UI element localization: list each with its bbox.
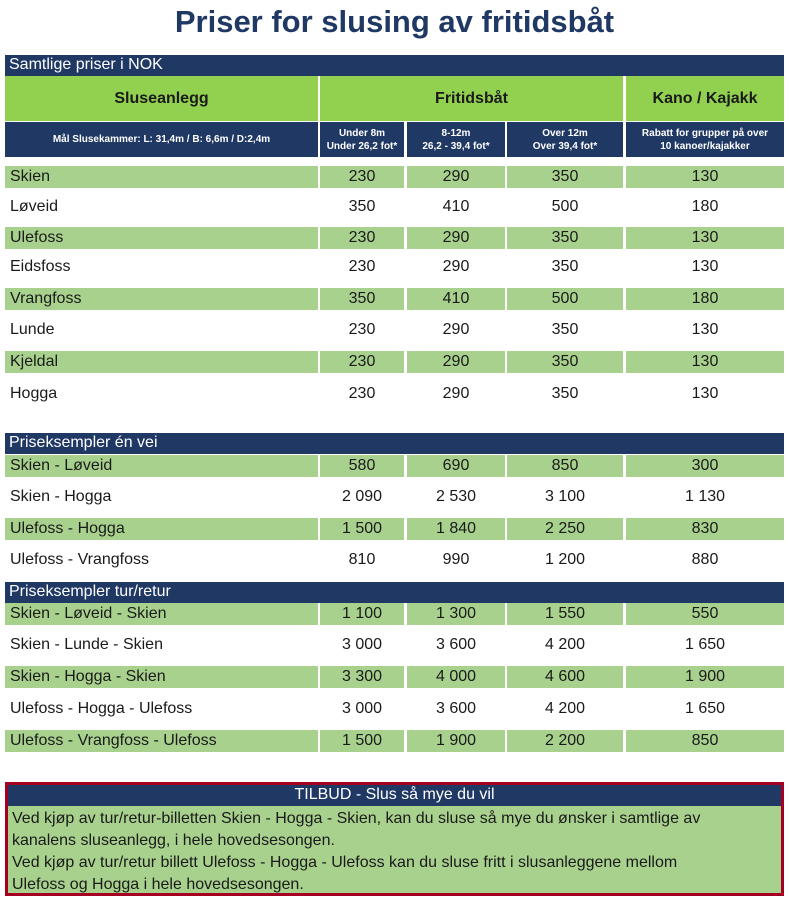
row-label: Hogga (10, 385, 58, 402)
offer-box (5, 782, 784, 896)
row-label: Ulefoss - Hogga - Ulefoss (10, 700, 193, 717)
price-cell: 1 500 (320, 730, 404, 752)
price-cell: 410 (442, 198, 470, 215)
price-cell: 130 (691, 321, 719, 338)
price-cell: 4 000 (407, 666, 505, 688)
price-cell: 3 600 (435, 700, 477, 717)
price-cell: 1 550 (507, 603, 623, 625)
price-cell: 1 900 (626, 666, 784, 688)
price-cell: 130 (691, 258, 719, 275)
price-cell: 1 130 (684, 488, 726, 505)
price-cell: 3 100 (544, 488, 586, 505)
row-label: Løveid (10, 198, 59, 215)
price-cell: 500 (507, 288, 623, 310)
price-cell: 1 300 (407, 603, 505, 625)
price-cell: 350 (507, 166, 623, 188)
section-header-roundtrip: Priseksempler tur/retur (5, 582, 784, 603)
price-cell: 290 (442, 321, 470, 338)
header-size-under-8m (320, 122, 404, 157)
price-cell: 300 (626, 455, 784, 477)
price-cell: 830 (626, 518, 784, 540)
header-size-line1: 8-12m (441, 127, 471, 139)
price-cell: 580 (320, 455, 404, 477)
price-cell: 180 (691, 198, 719, 215)
header-size-line2: 26,2 - 39,4 fot* (422, 140, 490, 152)
price-cell: 4 200 (544, 700, 586, 717)
price-cell: 1 840 (407, 518, 505, 540)
price-cell: 350 (320, 288, 404, 310)
price-cell: 180 (626, 288, 784, 310)
price-cell: 500 (551, 198, 579, 215)
price-cell: 290 (407, 351, 505, 373)
price-cell: 130 (626, 166, 784, 188)
row-label: Skien - Hogga - Skien (5, 666, 318, 688)
price-cell: 810 (348, 551, 376, 568)
row-label: Kjeldal (5, 351, 318, 373)
row-label: Eidsfoss (10, 258, 71, 275)
price-cell: 350 (507, 227, 623, 249)
offer-heading: TILBUD - Slus så mye du vil (8, 785, 781, 806)
row-label: Ulefoss - Vrangfoss - Ulefoss (5, 730, 318, 752)
offer-line: kanalens sluseanlegg, i hele hovedsesongen. (12, 832, 335, 849)
price-cell: 2 530 (435, 488, 477, 505)
price-cell: 350 (551, 385, 579, 402)
row-label: Skien - Lunde - Skien (10, 636, 163, 653)
offer-line: Ved kjøp av tur/retur billett Ulefoss - Hogga - Ulefoss kan du sluse fritt i slusanleggene mellom (12, 854, 678, 871)
price-cell: 550 (626, 603, 784, 625)
price-cell: 350 (507, 351, 623, 373)
section-header-oneway: Priseksempler én vei (5, 433, 784, 454)
price-cell: 690 (407, 455, 505, 477)
price-cell: 4 200 (544, 636, 586, 653)
price-cell: 350 (551, 258, 579, 275)
price-cell: 1 500 (320, 518, 404, 540)
row-label: Skien (5, 166, 318, 188)
price-cell: 290 (407, 166, 505, 188)
price-cell: 2 090 (341, 488, 383, 505)
price-cell: 230 (320, 166, 404, 188)
header-size-line2: Under 26,2 fot* (326, 140, 398, 152)
price-cell: 990 (442, 551, 470, 568)
header-chamber-dimensions (5, 122, 318, 157)
price-cell: 230 (320, 351, 404, 373)
price-cell: 3 300 (320, 666, 404, 688)
row-label: Skien - Hogga (10, 488, 112, 505)
price-cell: 1 200 (544, 551, 586, 568)
header-size-line1: Over 12m (542, 127, 588, 139)
row-label: Ulefoss (5, 227, 318, 249)
price-cell: 230 (320, 227, 404, 249)
price-cell: 4 600 (507, 666, 623, 688)
offer-text (8, 806, 781, 896)
price-cell: 1 650 (684, 700, 726, 717)
header-size-line2: Over 39,4 fot* (532, 140, 598, 152)
header-chamber-dimensions-text: Mål Slusekammer: L: 31,4m / B: 6,6m / D:2,4m (52, 134, 271, 145)
row-label: Skien - Løveid (5, 455, 318, 477)
offer-line: Ved kjøp av tur/retur-billetten Skien - Hogga - Skien, kan du sluse så mye du ønsker i samtlige av (12, 810, 701, 827)
price-cell: 130 (691, 385, 719, 402)
price-cell: 130 (626, 351, 784, 373)
offer-line: Ulefoss og Hogga i hele hovedsesongen. (12, 876, 304, 893)
price-cell: 3 000 (341, 700, 383, 717)
header-size-over-12m (507, 122, 623, 157)
row-label: Skien - Løveid - Skien (5, 603, 318, 625)
page-title: Priser for slusing av fritidsbåt (174, 4, 615, 39)
price-cell: 350 (348, 198, 376, 215)
price-cell: 230 (348, 385, 376, 402)
price-cell: 350 (551, 321, 579, 338)
price-cell: 230 (348, 321, 376, 338)
price-cell: 230 (348, 258, 376, 275)
price-cell: 850 (626, 730, 784, 752)
header-size-8-12m (407, 122, 505, 157)
price-cell: 1 650 (684, 636, 726, 653)
price-cell: 880 (691, 551, 719, 568)
header-discount-line1: Rabatt for grupper på over (641, 127, 769, 139)
row-label: Ulefoss - Hogga (5, 518, 318, 540)
price-cell: 1 900 (407, 730, 505, 752)
price-cell: 850 (507, 455, 623, 477)
row-label: Ulefoss - Vrangfoss (10, 551, 150, 568)
price-cell: 2 250 (507, 518, 623, 540)
header-sluseanlegg: Sluseanlegg (5, 76, 318, 121)
price-cell: 3 600 (435, 636, 477, 653)
price-cell: 290 (407, 227, 505, 249)
row-label: Lunde (10, 321, 55, 338)
price-cell: 290 (442, 258, 470, 275)
header-kano-kajakk: Kano / Kajakk (626, 76, 784, 121)
header-group-discount (626, 122, 784, 157)
price-cell: 410 (407, 288, 505, 310)
price-cell: 290 (442, 385, 470, 402)
row-label: Vrangfoss (5, 288, 318, 310)
section-header-prices: Samtlige priser i NOK (5, 55, 784, 76)
price-cell: 3 000 (341, 636, 383, 653)
price-cell: 2 200 (507, 730, 623, 752)
header-fritidsbaat: Fritidsbåt (320, 76, 623, 121)
price-cell: 130 (626, 227, 784, 249)
header-discount-line2: 10 kanoer/kajakker (660, 140, 750, 152)
header-size-line1: Under 8m (338, 127, 386, 139)
price-cell: 1 100 (320, 603, 404, 625)
